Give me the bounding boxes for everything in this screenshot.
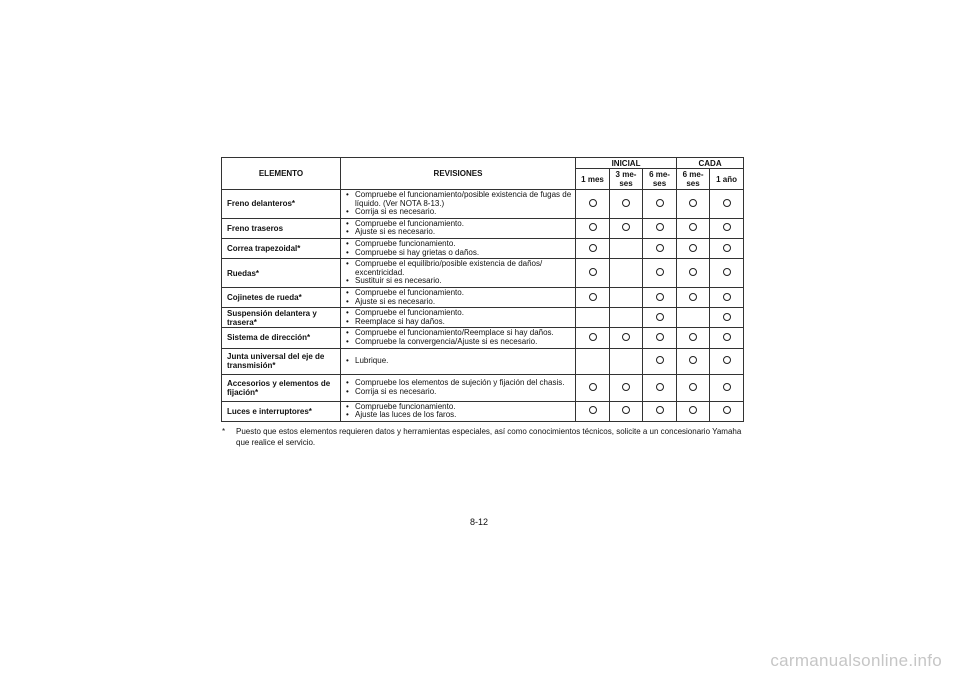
interval-cell [677, 308, 710, 328]
circle-icon [656, 244, 664, 252]
header-initial: INICIAL [576, 158, 677, 169]
circle-icon [723, 333, 731, 341]
circle-icon [656, 356, 664, 364]
check-item: • Lubrique. [346, 357, 573, 366]
row-checks [341, 401, 576, 421]
interval-cell [710, 190, 744, 219]
circle-icon [589, 293, 597, 301]
circle-icon [622, 383, 630, 391]
interval-cell [576, 259, 610, 288]
circle-icon [689, 244, 697, 252]
circle-icon [723, 223, 731, 231]
circle-icon [723, 199, 731, 207]
maintenance-table [221, 157, 744, 422]
check-item: • Compruebe la convergencia/Ajuste si es necesario. [346, 338, 573, 347]
table-row [222, 401, 744, 421]
row-item: Freno delanteros* [222, 190, 341, 219]
row-checks [341, 328, 576, 348]
circle-icon [689, 293, 697, 301]
check-item: • Compruebe el funcionamiento. [346, 309, 573, 318]
row-checks [341, 308, 576, 328]
interval-cell [610, 238, 643, 258]
circle-icon [622, 406, 630, 414]
header-every: CADA [677, 158, 744, 169]
table-row [222, 348, 744, 374]
row-item: Cojinetes de rueda* [222, 287, 341, 307]
row-item: Accesorios y elementos de fijación* [222, 374, 341, 401]
watermark: carmanualsonline.info [770, 651, 942, 670]
interval-cell [610, 190, 643, 219]
circle-icon [589, 244, 597, 252]
interval-cell [643, 374, 677, 401]
header-element: ELEMENTO [222, 158, 341, 190]
interval-cell [610, 259, 643, 288]
footnote-marker: * [222, 427, 226, 436]
circle-icon [723, 313, 731, 321]
interval-cell [710, 348, 744, 374]
row-item: Luces e interruptores* [222, 401, 341, 421]
interval-cell [610, 374, 643, 401]
interval-cell [610, 348, 643, 374]
check-item: • Sustituir si es necesario. [346, 277, 573, 286]
circle-icon [589, 223, 597, 231]
row-item: Junta universal del eje de transmisión* [222, 348, 341, 374]
interval-cell [677, 401, 710, 421]
row-checks [341, 218, 576, 238]
interval-cell [576, 238, 610, 258]
footnote [222, 426, 744, 448]
header-period-5: 1 año [710, 169, 744, 190]
table-row [222, 259, 744, 288]
interval-cell [710, 238, 744, 258]
interval-cell [677, 374, 710, 401]
row-item: Suspensión delantera y trasera* [222, 308, 341, 328]
interval-cell [643, 190, 677, 219]
row-item: Sistema de dirección* [222, 328, 341, 348]
check-item: • Compruebe los elementos de sujeción y fijación del chasis. [346, 379, 573, 388]
circle-icon [589, 406, 597, 414]
row-item: Ruedas* [222, 259, 341, 288]
circle-icon [723, 293, 731, 301]
interval-cell [576, 218, 610, 238]
header-period-3: 6 me- ses [643, 169, 677, 190]
interval-cell [576, 287, 610, 307]
interval-cell [610, 328, 643, 348]
check-item: • Compruebe funcionamiento. [346, 403, 573, 412]
circle-icon [656, 268, 664, 276]
interval-cell [710, 328, 744, 348]
interval-cell [576, 328, 610, 348]
interval-cell [576, 190, 610, 219]
check-item: • Ajuste si es necesario. [346, 228, 573, 237]
interval-cell [643, 401, 677, 421]
header-checks: REVISIONES [341, 158, 576, 190]
interval-cell [677, 287, 710, 307]
table-row [222, 308, 744, 328]
row-checks [341, 287, 576, 307]
check-item: • Compruebe el funcionamiento/posible existencia de fugas de líquido. (Ver NOTA 8-13.) [346, 191, 573, 208]
circle-icon [689, 383, 697, 391]
interval-cell [643, 348, 677, 374]
interval-cell [576, 348, 610, 374]
check-item: • Compruebe si hay grietas o daños. [346, 249, 573, 258]
interval-cell [710, 401, 744, 421]
check-item: • Corrija si es necesario. [346, 208, 573, 217]
check-item: • Compruebe el equilibrio/posible existencia de daños/ excentricidad. [346, 260, 573, 277]
interval-cell [677, 238, 710, 258]
row-checks [341, 374, 576, 401]
page-number: 8-12 [470, 517, 489, 527]
circle-icon [589, 383, 597, 391]
interval-cell [710, 374, 744, 401]
row-item: Freno traseros [222, 218, 341, 238]
circle-icon [723, 406, 731, 414]
circle-icon [723, 244, 731, 252]
interval-cell [576, 374, 610, 401]
row-checks [341, 238, 576, 258]
circle-icon [622, 199, 630, 207]
circle-icon [689, 199, 697, 207]
interval-cell [643, 287, 677, 307]
interval-cell [677, 190, 710, 219]
interval-cell [643, 218, 677, 238]
interval-cell [610, 287, 643, 307]
circle-icon [723, 268, 731, 276]
interval-cell [610, 401, 643, 421]
circle-icon [689, 268, 697, 276]
interval-cell [677, 328, 710, 348]
circle-icon [622, 333, 630, 341]
circle-icon [656, 383, 664, 391]
circle-icon [689, 356, 697, 364]
header-period-2: 3 me- ses [610, 169, 643, 190]
table-row [222, 374, 744, 401]
check-item: • Reemplace si hay daños. [346, 318, 573, 327]
row-checks [341, 190, 576, 219]
header-period-1: 1 mes [576, 169, 610, 190]
interval-cell [643, 308, 677, 328]
table-row [222, 328, 744, 348]
interval-cell [576, 401, 610, 421]
circle-icon [689, 333, 697, 341]
interval-cell [710, 259, 744, 288]
table-row [222, 218, 744, 238]
check-item: • Corrija si es necesario. [346, 388, 573, 397]
circle-icon [589, 333, 597, 341]
circle-icon [723, 356, 731, 364]
interval-cell [643, 259, 677, 288]
interval-cell [677, 218, 710, 238]
interval-cell [710, 218, 744, 238]
interval-cell [643, 238, 677, 258]
circle-icon [656, 199, 664, 207]
interval-cell [710, 308, 744, 328]
row-checks [341, 259, 576, 288]
check-item: • Ajuste las luces de los faros. [346, 411, 573, 420]
interval-cell [677, 348, 710, 374]
interval-cell [643, 328, 677, 348]
interval-cell [710, 287, 744, 307]
interval-cell [610, 218, 643, 238]
circle-icon [656, 406, 664, 414]
table-row [222, 190, 744, 219]
check-item: • Ajuste si es necesario. [346, 298, 573, 307]
table-row [222, 287, 744, 307]
circle-icon [622, 223, 630, 231]
circle-icon [689, 406, 697, 414]
check-item: • Compruebe el funcionamiento. [346, 220, 573, 229]
circle-icon [589, 268, 597, 276]
interval-cell [677, 259, 710, 288]
circle-icon [656, 223, 664, 231]
footnote-text: Puesto que estos elementos requieren datos y herramientas especiales, así como conocimientos técnicos, solicite a un concesionario Yamaha que realice el servicio. [236, 427, 742, 447]
circle-icon [723, 383, 731, 391]
circle-icon [689, 223, 697, 231]
table-row [222, 238, 744, 258]
row-checks [341, 348, 576, 374]
circle-icon [656, 293, 664, 301]
interval-cell [610, 308, 643, 328]
interval-cell [576, 308, 610, 328]
check-item: • Compruebe el funcionamiento/Reemplace si hay daños. [346, 329, 573, 338]
circle-icon [589, 199, 597, 207]
check-item: • Compruebe funcionamiento. [346, 240, 573, 249]
header-period-4: 6 me- ses [677, 169, 710, 190]
check-item: • Compruebe el funcionamiento. [346, 289, 573, 298]
row-item: Correa trapezoidal* [222, 238, 341, 258]
circle-icon [656, 313, 664, 321]
circle-icon [656, 333, 664, 341]
